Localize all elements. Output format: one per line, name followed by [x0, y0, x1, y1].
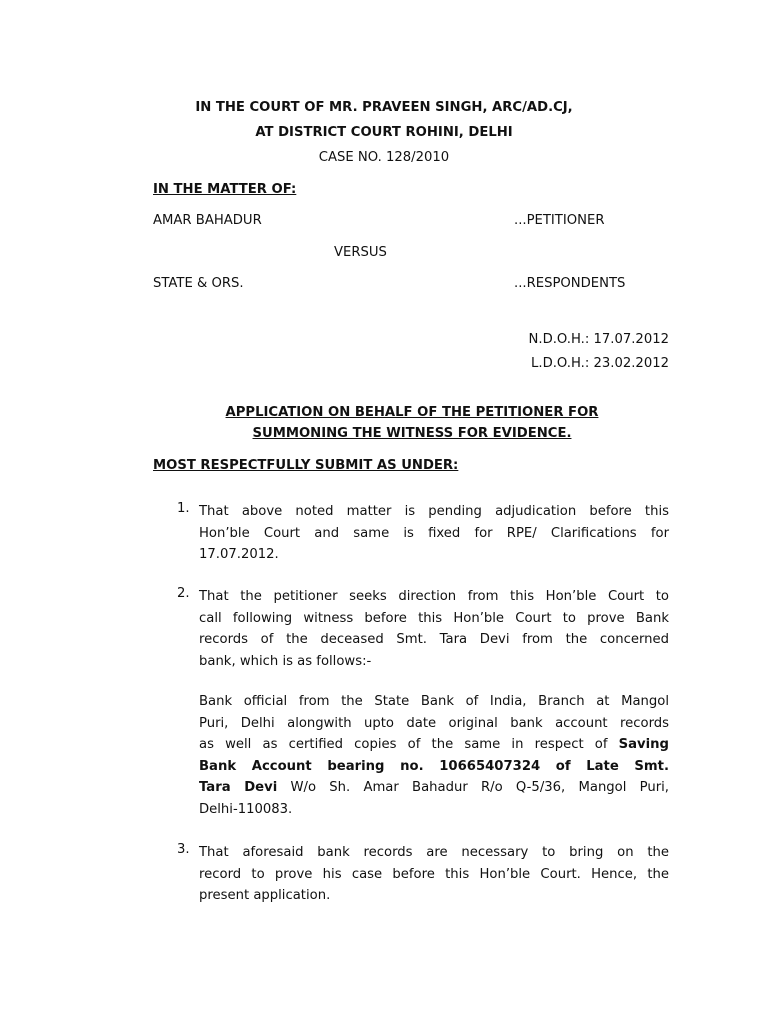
matter-label: IN THE MATTER OF: [153, 182, 297, 197]
paragraph-number: 3. [177, 842, 190, 857]
respondent-role: ...RESPONDENTS [514, 276, 626, 291]
petitioner-role: ...PETITIONER [514, 213, 605, 228]
paragraph-line: That aforesaid bank records are necessary to bring on the [199, 845, 669, 860]
submission-heading: MOST RESPECTFULLY SUBMIT AS UNDER: [153, 458, 459, 473]
paragraph-text [199, 501, 669, 566]
court-location: AT DISTRICT COURT ROHINI, DELHI [255, 125, 513, 140]
witness-line: Bank official from the State Bank of India, Branch at Mangol [199, 694, 669, 709]
paragraph-line: call following witness before this Hon’ble Court to prove Bank [199, 610, 669, 626]
witness-text-plain: as well as certified copies of the same in respect of [199, 737, 619, 752]
account-type-bold: Saving [618, 737, 669, 752]
account-holder-bold: Tara Devi [199, 780, 278, 795]
court-heading: IN THE COURT OF MR. PRAVEEN SINGH, ARC/AD.CJ, [195, 100, 573, 115]
paragraph-line: bank, which is as follows:- [199, 653, 372, 669]
last-date-of-hearing: L.D.O.H.: 23.02.2012 [531, 356, 669, 371]
witness-address: W/o Sh. Amar Bahadur R/o Q-5/36, Mangol Puri, [277, 780, 669, 795]
witness-line: Delhi-110083. [199, 801, 293, 817]
paragraph-line: records of the deceased Smt. Tara Devi from the concerned [199, 632, 669, 647]
application-title-line1: APPLICATION ON BEHALF OF THE PETITIONER FOR [225, 405, 599, 420]
paragraph-line: 17.07.2012. [199, 547, 279, 562]
petitioner-name: AMAR BAHADUR [153, 213, 262, 228]
account-number-bold: Bank Account bearing no. 10665407324 of Late Smt. [199, 758, 669, 774]
next-date-of-hearing: N.D.O.H.: 17.07.2012 [528, 332, 669, 347]
case-number: CASE NO. 128/2010 [318, 150, 450, 165]
paragraph-line: present application. [199, 888, 331, 903]
witness-line [199, 777, 669, 799]
paragraph-line: record to prove his case before this Hon’ble Court. Hence, the [199, 866, 669, 882]
paragraph-text [199, 586, 669, 672]
application-title-line2: SUMMONING THE WITNESS FOR EVIDENCE. [252, 426, 572, 441]
paragraph-line: That above noted matter is pending adjudication before this [199, 504, 669, 519]
respondent-name: STATE & ORS. [153, 276, 244, 291]
paragraph-number: 2. [177, 586, 190, 601]
witness-text [199, 691, 669, 820]
versus-label: VERSUS [334, 245, 387, 260]
paragraph-text [199, 842, 669, 907]
paragraph-number: 1. [177, 501, 190, 516]
witness-line: Puri, Delhi alongwith upto date original bank account records [199, 715, 669, 731]
paragraph-line: That the petitioner seeks direction from this Hon’ble Court to [199, 589, 669, 604]
witness-line [199, 734, 669, 756]
paragraph-line: Hon’ble Court and same is fixed for RPE/ Clarifications for [199, 525, 669, 541]
